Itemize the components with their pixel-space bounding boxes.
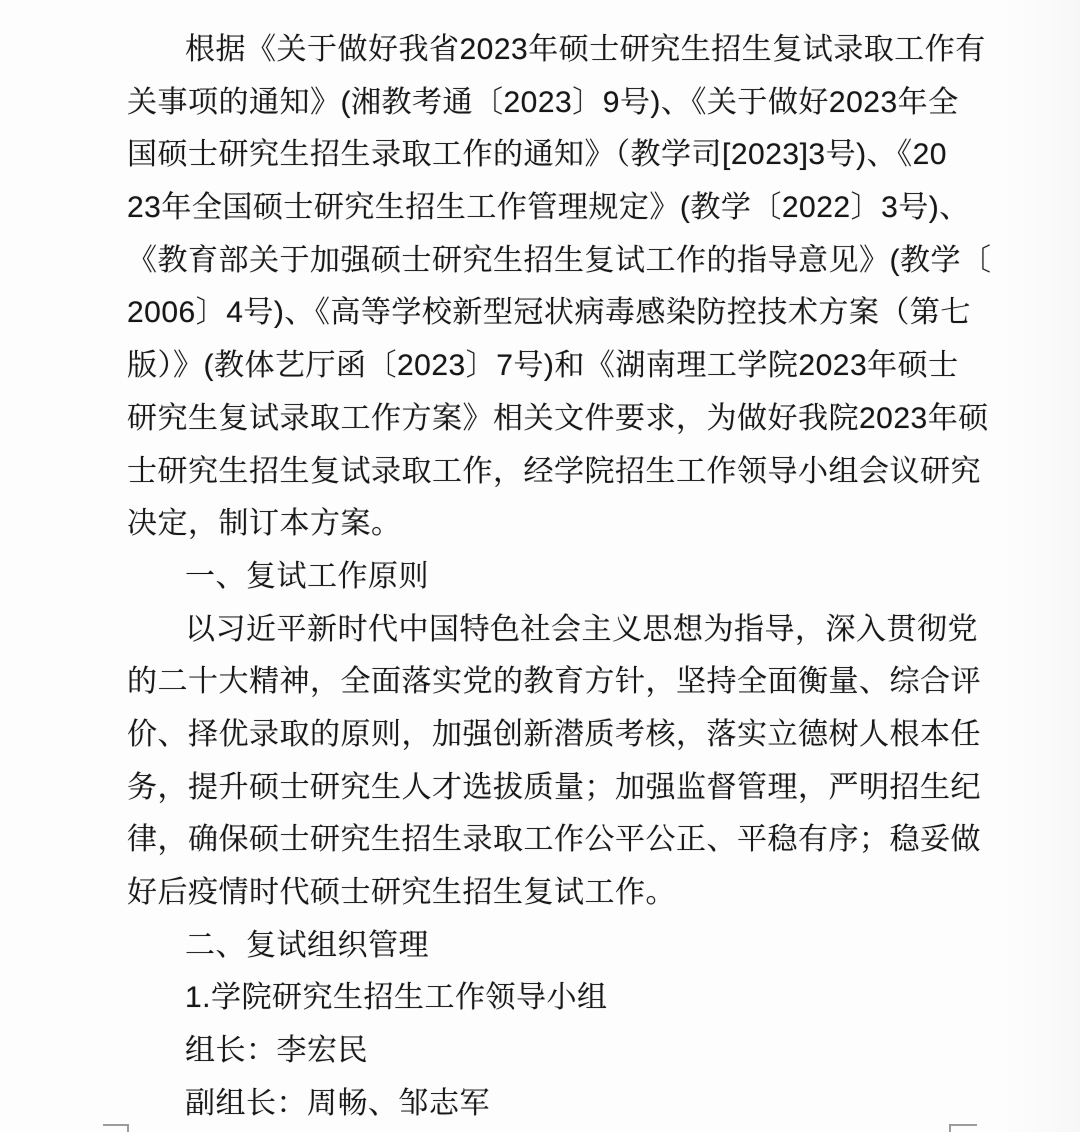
doc-line-group-leader: 组长：李宏民	[185, 1034, 368, 1068]
doc-line: 2006〕4号)、《高等学校新型冠状病毒感染防控技术方案（第七	[127, 296, 971, 330]
doc-line: 国硕士研究生招生录取工作的通知》（教学司[2023]3号)、《20	[127, 138, 947, 172]
doc-line: 根据《关于做好我省2023年硕士研究生招生复试录取工作有	[185, 33, 986, 66]
doc-line: 价、择优录取的原则，加强创新潜质考核，落实立德树人根本任	[127, 717, 981, 751]
doc-line: 好后疫情时代硕士研究生招生复试工作。	[127, 876, 676, 909]
doc-line: 23年全国硕士研究生招生工作管理规定》(教学〔2022〕3号)、	[127, 191, 970, 225]
document-body-text	[127, 24, 1027, 1130]
doc-line: 以习近平新时代中国特色社会主义思想为指导，深入贯彻党	[185, 612, 978, 646]
doc-line: 决定，制订本方案。	[127, 507, 402, 541]
doc-line: 律，确保硕士研究生招生录取工作公平公正、平稳有序；稳妥做	[127, 823, 981, 857]
doc-line: 《教育部关于加强硕士研究生招生复试工作的指导意见》(教学〔	[127, 243, 992, 277]
doc-line: 关事项的通知》(湘教考通〔2023〕9号)、《关于做好2023年全	[127, 85, 959, 119]
doc-line: 务，提升硕士研究生人才选拔质量；加强监督管理，严明招生纪	[127, 770, 981, 804]
doc-line: 版）》(教体艺厅函〔2023〕7号)和《湖南理工学院2023年硕士	[127, 349, 959, 383]
doc-line: 士研究生招生复试录取工作，经学院招生工作领导小组会议研究	[127, 454, 981, 488]
text-boundary-corner-mark-left	[103, 1124, 129, 1132]
doc-line: 研究生复试录取工作方案》相关文件要求，为做好我院2023年硕	[127, 401, 989, 435]
text-boundary-corner-mark-right	[949, 1124, 977, 1132]
doc-heading-section-2: 二、复试组织管理	[185, 928, 429, 962]
doc-line: 的二十大精神，全面落实党的教育方针，坚持全面衡量、综合评	[127, 665, 981, 699]
doc-subheading-leading-group: 1.学院研究生招生工作领导小组	[185, 981, 608, 1015]
doc-line-deputy-leaders: 副组长：周畅、邹志军	[185, 1086, 490, 1120]
doc-heading-section-1: 一、复试工作原则	[185, 559, 429, 593]
